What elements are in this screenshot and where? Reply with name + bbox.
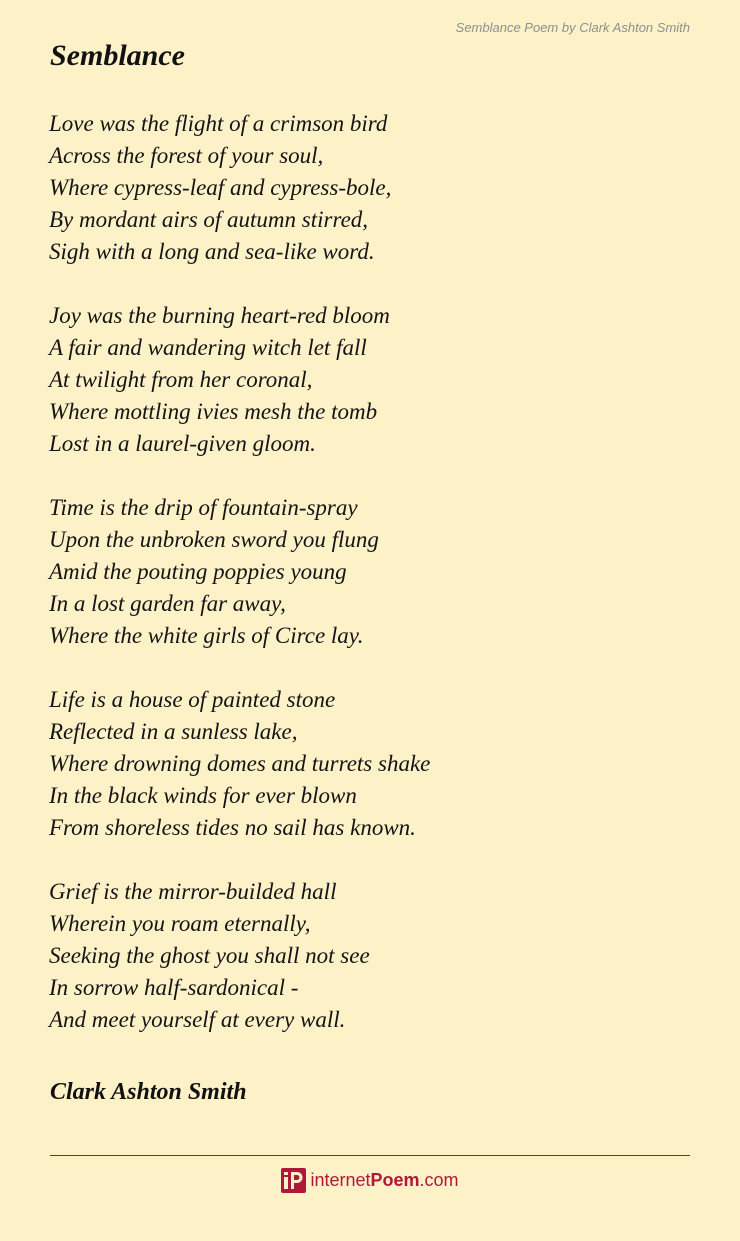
poem-body: [49, 108, 689, 1068]
site-logo-link[interactable]: [0, 1166, 740, 1194]
stanza-5: [49, 876, 689, 1036]
poem-line: Where the white girls of Circe lay.: [49, 623, 364, 648]
poem-line: Where drowning domes and turrets shake: [49, 751, 431, 776]
poem-line: By mordant airs of autumn stirred,: [49, 207, 369, 232]
stanza-1: [49, 108, 689, 268]
poem-line: From shoreless tides no sail has known.: [49, 815, 416, 840]
stanza-3: [49, 492, 689, 652]
poem-author: Clark Ashton Smith: [50, 1079, 247, 1105]
poem-line: Where cypress-leaf and cypress-bole,: [49, 175, 392, 200]
logo-text-com: .com: [419, 1170, 459, 1190]
stanza-4: [49, 684, 689, 844]
poem-line: Upon the unbroken sword you flung: [49, 527, 379, 552]
poem-line: Reflected in a sunless lake,: [49, 719, 298, 744]
poem-line: Where mottling ivies mesh the tomb: [49, 399, 378, 424]
poem-line: In sorrow half-sardonical -: [49, 975, 299, 1000]
poem-line: Joy was the burning heart-red bloom: [49, 303, 390, 328]
poem-line: In the black winds for ever blown: [49, 783, 357, 808]
logo-text-internet: internet: [310, 1170, 371, 1190]
poem-credit: Semblance Poem by Clark Ashton Smith: [455, 20, 690, 35]
poem-line: Seeking the ghost you shall not see: [49, 943, 370, 968]
site-logo-text: [310, 1166, 458, 1194]
poem-line: Wherein you roam eternally,: [49, 911, 311, 936]
poem-line: Amid the pouting poppies young: [49, 559, 347, 584]
poem-line: Love was the flight of a crimson bird: [49, 111, 388, 136]
poem-line: Life is a house of painted stone: [49, 687, 336, 712]
poem-line: In a lost garden far away,: [49, 591, 286, 616]
poem-line: At twilight from her coronal,: [49, 367, 313, 392]
poem-line: Across the forest of your soul,: [49, 143, 324, 168]
poem-title: Semblance: [50, 39, 185, 72]
poem-line: And meet yourself at every wall.: [49, 1007, 346, 1032]
poem-line: A fair and wandering witch let fall: [49, 335, 367, 360]
poem-line: Sigh with a long and sea-like word.: [49, 239, 375, 264]
stanza-2: [49, 300, 689, 460]
poem-line: Time is the drip of fountain-spray: [49, 495, 358, 520]
footer-divider: [50, 1155, 690, 1156]
ip-logo-icon: [281, 1168, 306, 1193]
poem-line: Grief is the mirror-builded hall: [49, 879, 337, 904]
poem-line: Lost in a laurel-given gloom.: [49, 431, 316, 456]
logo-text-poem: Poem: [370, 1170, 420, 1190]
